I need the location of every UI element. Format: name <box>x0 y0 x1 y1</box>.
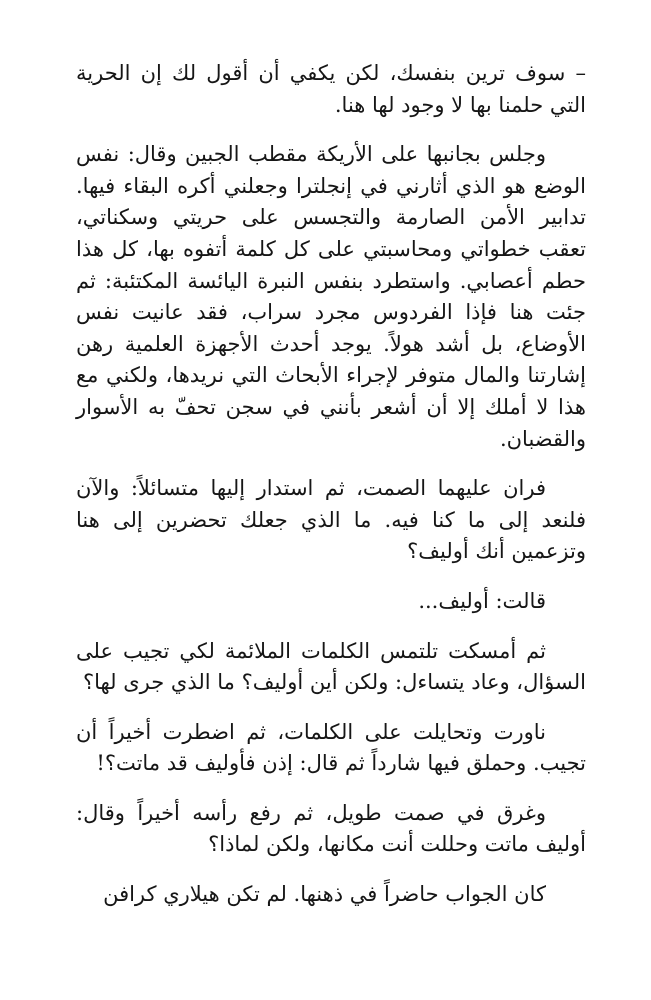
paragraph-6: ناورت وتحايلت على الكلمات، ثم اضطرت أخيراً أن تجيب. وحملق فيها شارداً ثم قال: إذن فأوليف قد ماتت؟! <box>76 719 586 776</box>
book-page <box>76 58 586 929</box>
paragraph-7: وغرق في صمت طويل، ثم رفع رأسه أخيراً وقال: أوليف ماتت وحللت أنت مكانها، ولكن لماذا؟ <box>76 800 586 857</box>
paragraph-2: وجلس بجانبها على الأريكة مقطب الجبين وقال: نفس الوضع هو الذي أثارني في إنجلترا وجعلني أكره البقاء فيها. تدابير الأمن الصارمة والتجسس على حريتي وسكناتي، تعقب خطواتي ومحاسبتي على كل كلمة أتفوه بها، كل هذا حطم أعصابي. واستطرد بنفس النبرة اليائسة المكتئبة: ثم جئت هنا فإذا الفردوس مجرد سراب، فقد عانيت نفس الأوضاع، بل أشد هولاً. يوجد أحدث الأجهزة العلمية رهن إشارتنا والمال متوفر لإجراء الأبحاث التي نريدها، ولكني مع هذا لا أملك إلا أن أشعر بأنني في سجن تحفّ به الأسوار والقضبان. <box>76 142 586 451</box>
paragraph-5: ثم أمسكت تلتمس الكلمات الملائمة لكي تجيب على السؤال، وعاد يتساءل: ولكن أين أوليف؟ ما الذي جرى لها؟ <box>76 638 586 695</box>
paragraph-3: فران عليهما الصمت، ثم استدار إليها متسائلاً: والآن فلنعد إلى ما كنا فيه. ما الذي جعلك تحضرين إلى هنا وتزعمين أنك أوليف؟ <box>76 476 586 564</box>
paragraph-1: – سوف ترين بنفسك، لكن يكفي أن أقول لك إن الحرية التي حلمنا بها لا وجود لها هنا. <box>76 61 586 117</box>
paragraph-8: كان الجواب حاضراً في ذهنها. لم تكن هيلاري كرافن <box>103 882 546 907</box>
paragraph-4: قالت: أوليف... <box>418 588 546 613</box>
